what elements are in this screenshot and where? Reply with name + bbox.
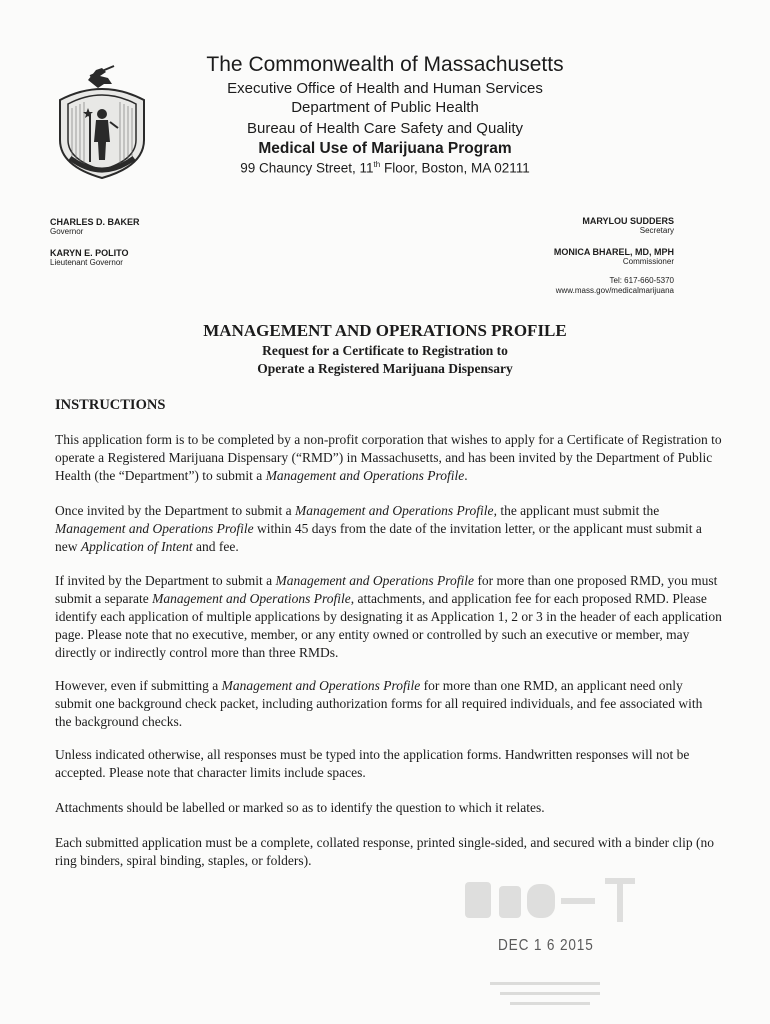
contact-website: www.mass.gov/medicalmarijuana bbox=[555, 286, 674, 295]
received-stamp-smudge bbox=[480, 978, 620, 1018]
received-stamp-ghost bbox=[455, 872, 655, 932]
address: 99 Chauncy Street, 11th Floor, Boston, MA 02111 bbox=[240, 160, 530, 176]
form-subtitle-line1: Request for a Certificate to Registration to bbox=[262, 343, 508, 358]
governor-title: Governor bbox=[50, 227, 84, 236]
commissioner-title: Commissioner bbox=[622, 257, 674, 266]
department-name: Department of Public Health bbox=[291, 99, 479, 116]
received-stamp-date: DEC 1 6 2015 bbox=[498, 937, 594, 954]
form-subtitle-line2: Operate a Registered Marijuana Dispensary bbox=[257, 361, 513, 376]
bureau-name: Bureau of Health Care Safety and Quality bbox=[247, 120, 523, 137]
lt-governor-title: Lieutenant Governor bbox=[50, 258, 123, 267]
lt-governor-name: KARYN E. POLITO bbox=[50, 248, 129, 258]
office-name: Executive Office of Health and Human Services bbox=[227, 80, 543, 97]
commissioner-name: MONICA BHAREL, MD, MPH bbox=[553, 247, 674, 257]
instructions-paragraph: Unless indicated otherwise, all responses must be typed into the application forms. Handwritten responses will not be accepted. Please note that character limits include spaces. bbox=[55, 747, 690, 780]
instructions-paragraph: Attachments should be labelled or marked so as to identify the question to which it relates. bbox=[55, 800, 545, 815]
agency-title: The Commonwealth of Massachusetts bbox=[206, 53, 564, 76]
secretary-name: MARYLOU SUDDERS bbox=[582, 216, 674, 226]
commissioner-block bbox=[554, 247, 674, 267]
instructions-paragraph: This application form is to be completed by a non-profit corporation that wishes to apply for a Certificate of Registration to operate a Registered Marijuana Dispensary (“RMD”) in Massachusetts, and has been invited by the Department of Public Health (the “Department”) to submit a Management and Operations Profile. bbox=[55, 432, 722, 483]
governor-block bbox=[50, 217, 140, 237]
instructions-paragraph: Once invited by the Department to submit a Management and Operations Profile, the applicant must submit the Management and Operations Profile within 45 days from the date of the invitation letter, or the applicant must submit a new Application of Intent and fee. bbox=[55, 503, 702, 554]
governor-name: CHARLES D. BAKER bbox=[50, 217, 140, 227]
form-title: MANAGEMENT AND OPERATIONS PROFILE bbox=[203, 321, 567, 340]
contact-phone: Tel: 617-660-5370 bbox=[609, 276, 674, 285]
instructions-paragraph: Each submitted application must be a complete, collated response, printed single-sided, and secured with a binder clip (no ring binders, spiral binding, staples, or folders). bbox=[55, 835, 715, 868]
contact-block bbox=[556, 276, 674, 296]
secretary-title: Secretary bbox=[639, 226, 674, 235]
instructions-paragraph: However, even if submitting a Management and Operations Profile for more than one RMD, an applicant need only submit one background check packet, including authorization forms for all required individuals, and fee associated with the background checks. bbox=[55, 678, 703, 729]
lt-governor-block bbox=[50, 248, 129, 268]
secretary-block bbox=[582, 216, 674, 236]
massachusetts-seal-icon bbox=[50, 58, 154, 182]
instructions-heading: INSTRUCTIONS bbox=[55, 397, 166, 413]
instructions-paragraph: If invited by the Department to submit a Management and Operations Profile for more than one proposed RMD, you must submit a separate Management and Operations Profile, attachments, and application fee for each proposed RMD. Please identify each application of multiple applications by designating it as Application 1, 2 or 3 in the header of each application page. Please note that no executive, member, or any entity owned or controlled by such an executive or member, may directly or indirectly control more than three RMDs. bbox=[55, 573, 722, 660]
program-name: Medical Use of Marijuana Program bbox=[258, 140, 512, 157]
